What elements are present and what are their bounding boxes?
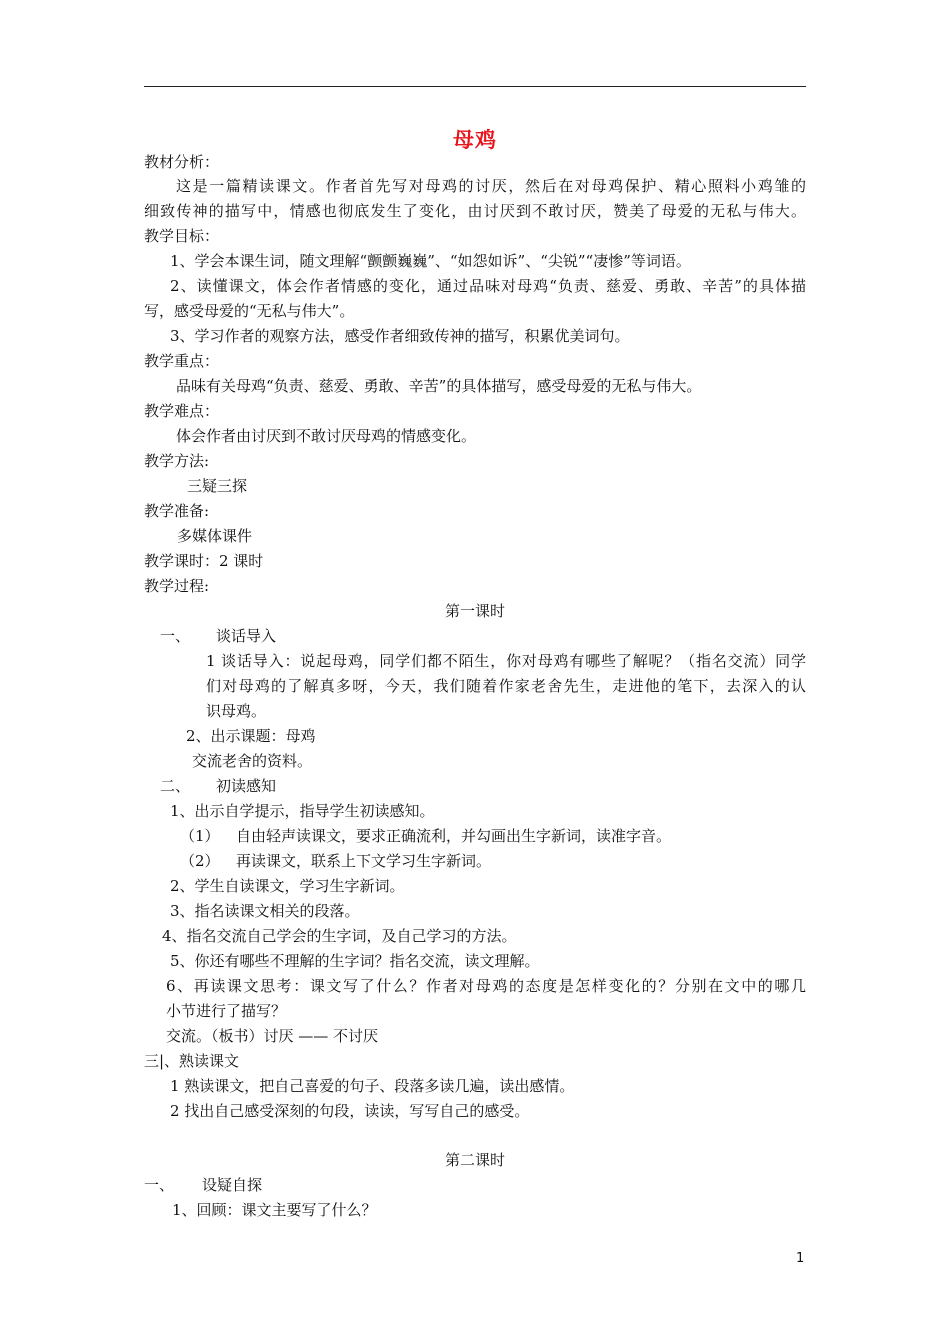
list-item-continued: 小节进行了描写？ [166,1002,287,1020]
goal-item-1: 1、学会本课生词，随文理解“颤颤巍巍”、“如怨如诉”、“尖锐”“凄惨”等词语。 [170,252,691,270]
paragraph-line: 们对母鸡的了解真多呀，今天，我们随着作家老舍先生，走进他的笔下，去深入的认 [206,677,806,695]
difficulties-text: 体会作者由讨厌到不敢讨厌母鸡的情感变化。 [176,427,477,445]
paragraph-line: 识母鸡。 [206,702,267,720]
heading-method: 教学方法: [144,452,210,470]
section-title: 设疑自探 [202,1176,263,1194]
heading-teaching-goals: 教学目标： [144,227,220,245]
section-title: 谈话导入 [216,627,277,645]
lesson-1-heading: 第一课时 [444,602,505,620]
page-number: 1 [796,1251,805,1266]
sub-item-text: 自由轻声读课文，要求正确流利，并勾画出生字新词，读准字音。 [236,827,672,845]
list-item: 1、出示自学提示，指导学生初读感知。 [170,802,435,820]
list-item: 3、指名读课文相关的段落。 [170,902,360,920]
section-title: 初读感知 [216,777,277,795]
list-item: 6、再读课文思考：课文写了什么？作者对母鸡的态度是怎样变化的？分别在文中的哪几 [166,977,806,995]
list-item: 2 找出自己感受深刻的句段，读读，写写自己的感受。 [170,1102,530,1120]
section-number: 一、 [160,627,191,645]
goal-item-2: 2、读懂课文，体会作者情感的变化，通过品味对母鸡“负责、慈爱、勇敢、辛苦”的具体描 [170,277,806,295]
heading-material-analysis: 教材分析： [144,153,220,171]
goal-item-2-continued: 写，感受母爱的“无私与伟大”。 [144,302,355,320]
list-item: 交流老舍的资料。 [192,752,313,770]
section-heading: 三|、熟读课文 [144,1052,240,1070]
list-item: 5、你还有哪些不理解的生字词？指名交流，读文理解。 [170,952,540,970]
sub-item-number: （2） [180,852,220,870]
key-points-text: 品味有关母鸡“负责、慈爱、勇敢、辛苦”的具体描写，感受母爱的无私与伟大。 [176,377,702,395]
section-number: 二、 [160,777,191,795]
paragraph-line: 1 谈话导入：说起母鸡，同学们都不陌生，你对母鸡有哪些了解呢？（指名交流）同学 [206,652,806,670]
document-title: 母鸡 [453,128,497,152]
list-item: 2、出示课题：母鸡 [186,727,316,745]
heading-preparation: 教学准备: [144,502,210,520]
preparation-text: 多媒体课件 [177,527,253,545]
sub-item-text: 再读课文，联系上下文学习生字新词。 [236,852,492,870]
method-text: 三疑三探 [187,477,248,495]
sub-item-number: （1） [180,827,220,845]
list-item: 2、学生自读课文，学习生字新词。 [170,877,405,895]
paragraph-line: 这是一篇精读课文。作者首先写对母鸡的讨厌，然后在对母鸡保护、精心照料小鸡雏的 [176,177,806,195]
board-note: 交流。（板书）讨厌 —— 不讨厌 [166,1027,379,1045]
class-hours: 教学课时：2 课时 [144,552,264,570]
heading-process: 教学过程: [144,577,210,595]
list-item: 1 熟读课文，把自己喜爱的句子、段落多读几遍，读出感情。 [170,1077,575,1095]
heading-difficulties: 教学难点： [144,402,220,420]
section-number: 一、 [144,1176,175,1194]
paragraph-line: 细致传神的描写中，情感也彻底发生了变化，由讨厌到不敢讨厌，赞美了母爱的无私与伟大。 [144,202,806,220]
list-item: 1、回顾：课文主要写了什么？ [172,1201,377,1219]
goal-item-3: 3、学习作者的观察方法，感受作者细致传神的描写，积累优美词句。 [170,327,630,345]
heading-key-points: 教学重点： [144,352,220,370]
lesson-2-heading: 第二课时 [444,1151,505,1169]
list-item: 4、指名交流自己学会的生字词，及自己学习的方法。 [162,927,517,945]
header-rule [144,86,806,87]
